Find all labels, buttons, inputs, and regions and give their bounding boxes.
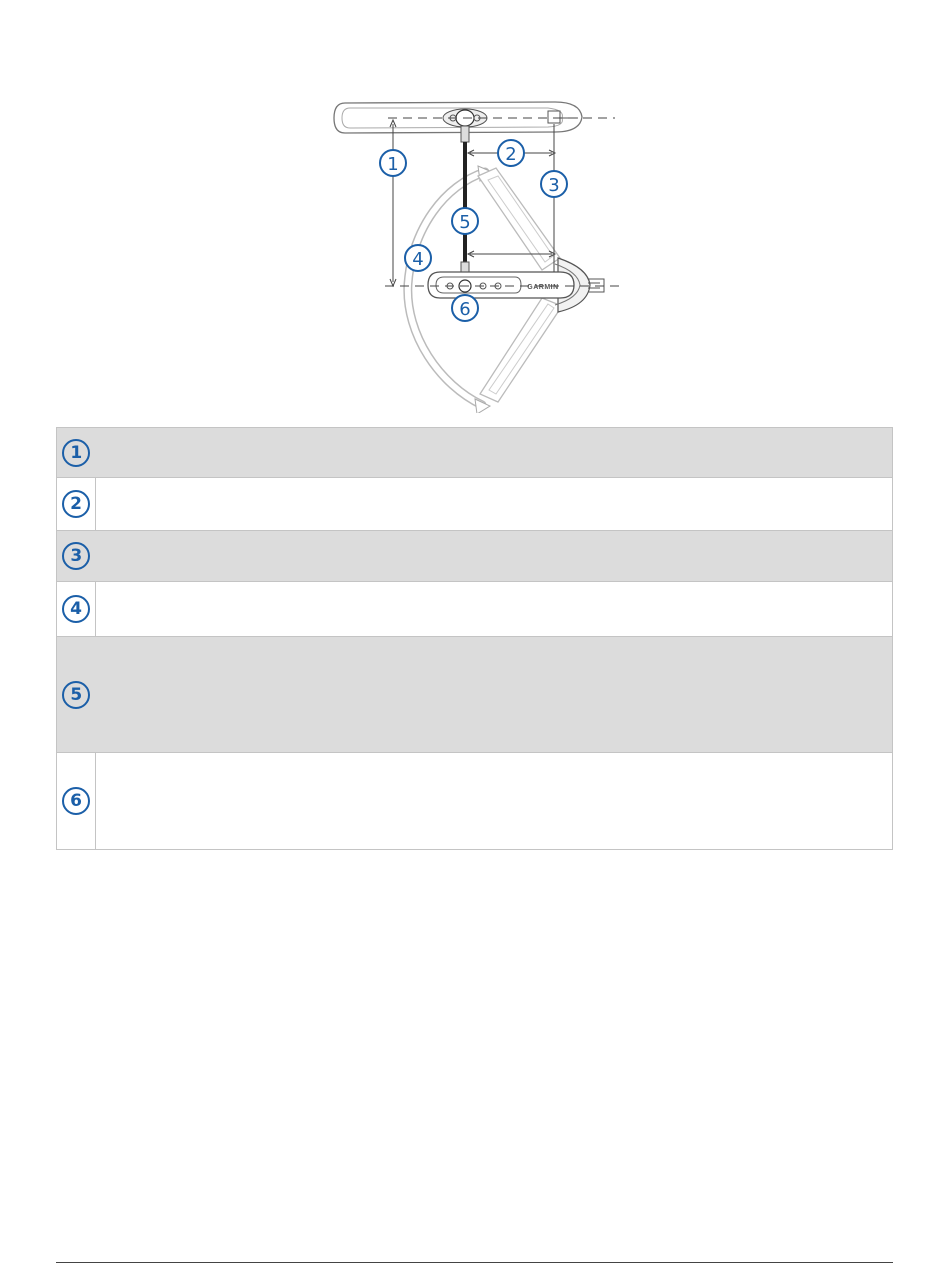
callout-4	[405, 245, 431, 271]
callout-2	[498, 140, 524, 166]
footer-divider	[56, 1262, 893, 1263]
table-row	[57, 753, 893, 850]
row-description	[96, 582, 893, 637]
brand-label: GARMIN	[527, 284, 559, 291]
row-description	[96, 753, 893, 850]
callout-number-1: 1	[62, 439, 90, 467]
row-description	[96, 637, 893, 753]
svg-text:1: 1	[387, 154, 399, 175]
svg-text:4: 4	[412, 249, 424, 270]
callout-number-5: 5	[62, 681, 90, 709]
callout-number-4: 4	[62, 595, 90, 623]
callout-1	[380, 150, 406, 176]
callout-3	[541, 171, 567, 197]
table-row	[57, 478, 893, 531]
installation-diagram	[320, 88, 640, 413]
callout-6	[452, 295, 478, 321]
table-row	[57, 637, 893, 753]
table-row	[57, 531, 893, 582]
svg-text:3: 3	[548, 175, 560, 196]
callout-legend-table	[56, 427, 893, 850]
callout-number-2: 2	[62, 490, 90, 518]
callout-5	[452, 208, 478, 234]
callout-number-3: 3	[62, 542, 90, 570]
svg-text:5: 5	[459, 212, 471, 233]
row-description	[96, 478, 893, 531]
svg-text:2: 2	[505, 144, 517, 165]
row-description	[96, 428, 893, 478]
table-row	[57, 582, 893, 637]
callout-number-6: 6	[62, 787, 90, 815]
table-row	[57, 428, 893, 478]
row-description	[96, 531, 893, 582]
svg-text:6: 6	[459, 299, 471, 320]
